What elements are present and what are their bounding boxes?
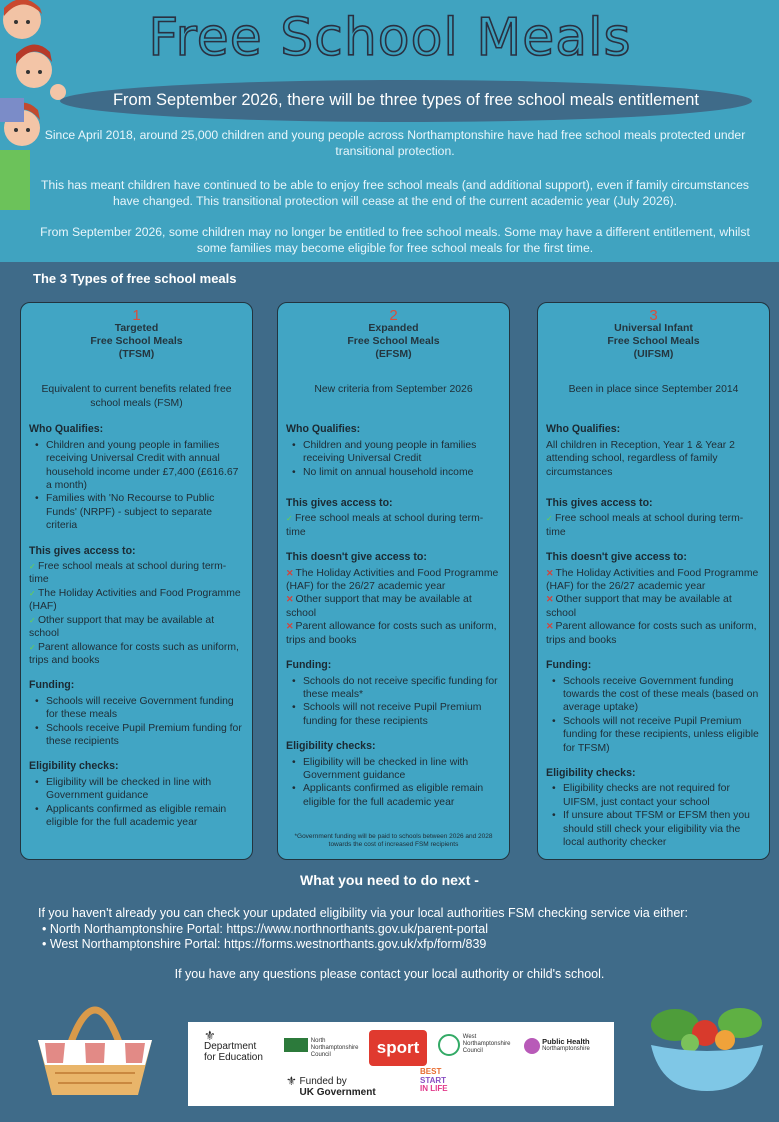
crest-icon: ⚜ — [286, 1074, 297, 1088]
check-icon: ✓ — [29, 615, 38, 625]
gives-text: Free school meals at school during term-time — [546, 513, 744, 538]
ph-line: Public Health — [542, 1037, 590, 1046]
not-access-text: The Holiday Activities and Food Programme (HAF) for the 26/27 academic year — [546, 567, 759, 593]
wn-emblem-icon — [438, 1034, 460, 1056]
bsil-line: START — [420, 1075, 447, 1085]
nn-line: North — [310, 1038, 326, 1044]
gives-text: Other support that may be available at school — [29, 614, 215, 640]
gives-item — [546, 512, 761, 539]
nn-line: Northamptonshire — [310, 1045, 359, 1051]
check-icon: ✓ — [546, 514, 555, 524]
dfe-logo — [204, 1030, 263, 1063]
funding-list — [546, 675, 761, 755]
picnic-basket-illustration — [30, 985, 160, 1100]
list-item: • Children and young people in families receiving Universal Credit — [298, 439, 501, 466]
gives-item — [29, 560, 244, 587]
wn-line: Council — [462, 1048, 483, 1054]
salad-bowl-illustration — [645, 995, 770, 1095]
card-title-line: Free School Meals — [90, 335, 183, 348]
list-item: • Schools do not receive specific funding for these meals* — [298, 675, 501, 702]
not-access-item — [286, 593, 501, 620]
funding-heading: Funding: — [286, 659, 332, 672]
qualifies-heading: Who Qualifies: — [286, 423, 361, 436]
not-access-text: Other support that may be available at school — [546, 594, 732, 619]
next-steps-intro: If you haven't already you can check your updated eligibility via your local authorities FSM checking service via either: — [38, 906, 688, 920]
list-item: • Eligibility will be checked in line with Government guidance — [41, 776, 244, 803]
cross-icon: ✕ — [546, 567, 554, 578]
funding-list — [286, 675, 501, 729]
gives-item — [286, 512, 501, 539]
card-title — [29, 322, 244, 361]
gives-text: Free school meals at school during term-time — [29, 561, 227, 586]
card-summary: Been in place since September 2014 — [568, 384, 739, 396]
wn-line: Northamptonshire — [462, 1041, 511, 1047]
not-access-heading: This doesn't give access to: — [546, 551, 687, 564]
portal-list — [38, 922, 758, 953]
funding-list — [29, 695, 244, 749]
eligibility-list — [29, 776, 244, 830]
gives-text: Parent allowance for costs such as uniform, trips and books — [29, 641, 239, 666]
card-number: 3 — [649, 307, 658, 324]
card-title — [286, 322, 501, 361]
cross-icon: ✕ — [286, 594, 294, 605]
check-icon: ✓ — [29, 562, 38, 572]
list-item: • Applicants confirmed as eligible remain eligible for the full academic year — [298, 782, 501, 809]
west-northants-logo — [438, 1034, 510, 1056]
gives-item — [29, 641, 244, 668]
not-access-heading: This doesn't give access to: — [286, 551, 427, 564]
gives-item — [29, 587, 244, 614]
cross-icon: ✕ — [286, 567, 294, 578]
list-item: • Children and young people in families receiving Universal Credit with annual household income under £7,400 (£616.67 a month) — [41, 439, 244, 493]
next-steps-text — [38, 906, 758, 953]
not-access-item — [546, 567, 761, 594]
list-item: • Schools will not receive Pupil Premium funding for these recipients — [298, 701, 501, 728]
check-icon: ✓ — [29, 642, 38, 652]
wn-line: West — [462, 1034, 477, 1040]
check-icon: ✓ — [286, 514, 295, 524]
cross-icon: ✕ — [546, 621, 554, 632]
gives-heading: This gives access to: — [29, 544, 136, 557]
gives-heading: This gives access to: — [286, 497, 393, 510]
page-title: Free School Meals — [148, 8, 632, 68]
list-item: • Schools receive Government funding towards the cost of these meals (based on average uptake) — [558, 675, 761, 715]
intro-paragraph-1: Since April 2018, around 25,000 children and young people across Northamptonshire have had free school meals protected under transitional protection. — [44, 128, 746, 158]
uk-line: Funded by — [299, 1076, 347, 1087]
qualifies-text: All children in Reception, Year 1 & Year 2 attending school, regardless of family circumstances — [546, 439, 735, 478]
funded-by-uk-gov-logo — [286, 1076, 376, 1098]
list-item: • If unsure about TFSM or EFSM then you should still check your eligibility via the local authority checker — [558, 809, 761, 849]
cross-icon: ✕ — [286, 621, 294, 632]
eligibility-list — [286, 756, 501, 810]
next-steps-heading: What you need to do next - — [300, 872, 479, 888]
not-access-item — [546, 620, 761, 647]
card-number: 1 — [132, 307, 141, 324]
card-uifsm — [537, 302, 770, 860]
card-number: 2 — [389, 307, 398, 324]
card-title-line: (TFSM) — [118, 348, 155, 361]
portal-link-north[interactable]: • North Northamptonshire Portal: https://www.northnorthants.gov.uk/parent-portal — [42, 922, 758, 938]
not-access-text: Parent allowance for costs such as uniform, trips and books — [286, 621, 497, 646]
card-title — [546, 322, 761, 361]
card-title-line: Targeted — [114, 322, 159, 335]
list-item: • Schools receive Pupil Premium funding for these recipients — [41, 722, 244, 749]
list-item: • Eligibility will be checked in line with Government guidance — [298, 756, 501, 783]
types-heading: The 3 Types of free school meals — [33, 271, 237, 286]
nn-line: Council — [310, 1052, 331, 1058]
list-item: • Eligibility checks are not required for UIFSM, just contact your school — [558, 782, 761, 809]
card-title-line: (EFSM) — [375, 348, 412, 361]
intro-paragraph-3: From September 2026, some children may no longer be entitled to free school meals. Some may have a different entitlement, whilst some families may become eligible for free school meals for the first time. — [40, 225, 750, 255]
qualifies-heading: Who Qualifies: — [546, 423, 621, 436]
contact-text: If you have any questions please contact your local authority or child's school. — [174, 967, 605, 981]
funding-heading: Funding: — [546, 659, 592, 672]
ph-line: Northamptonshire — [542, 1046, 590, 1052]
gives-heading: This gives access to: — [546, 497, 653, 510]
cross-icon: ✕ — [546, 594, 554, 605]
banner-text: From September 2026, there will be three types of free school meals entitlement — [112, 91, 700, 109]
eligibility-list — [546, 782, 761, 849]
funding-footnote: *Government funding will be paid to schools between 2026 and 2028 towards the cost of increased FSM recipients — [294, 833, 493, 849]
gives-text: The Holiday Activities and Food Programme (HAF) — [29, 587, 241, 613]
qualifies-heading: Who Qualifies: — [29, 423, 104, 436]
qualifies-list — [29, 439, 244, 533]
not-access-item — [286, 567, 501, 594]
list-item: • Schools will not receive Pupil Premium funding for these recipients, unless eligible for TFSM) — [558, 715, 761, 755]
card-summary: Equivalent to current benefits related free school meals (FSM) — [41, 384, 232, 409]
eligibility-heading: Eligibility checks: — [286, 740, 376, 753]
ph-emblem-icon — [524, 1038, 540, 1054]
partner-logos — [188, 1022, 614, 1106]
qualifies-list — [286, 439, 501, 479]
uk-line: UK Government — [299, 1087, 376, 1098]
card-title-line: Free School Meals — [607, 335, 700, 348]
card-title-line: (UIFSM) — [633, 348, 674, 361]
dfe-line: Department — [204, 1041, 257, 1052]
list-item: • Applicants confirmed as eligible remain eligible for the full academic year — [41, 803, 244, 830]
dfe-line: for Education — [204, 1052, 263, 1063]
card-summary: New criteria from September 2026 — [314, 384, 473, 396]
card-efsm — [277, 302, 510, 860]
not-access-text: The Holiday Activities and Food Programme (HAF) for the 26/27 academic year — [286, 567, 499, 593]
card-tfsm — [20, 302, 253, 860]
not-access-item — [546, 593, 761, 620]
not-access-text: Parent allowance for costs such as uniform, trips and books — [546, 621, 757, 646]
crest-icon: ⚜ — [204, 1028, 216, 1043]
public-health-logo — [524, 1038, 590, 1054]
entitlement-banner — [60, 80, 752, 122]
list-item: • No limit on annual household income — [298, 466, 501, 479]
nn-emblem-icon — [284, 1038, 308, 1052]
card-title-line: Expanded — [368, 322, 419, 335]
not-access-item — [286, 620, 501, 647]
sport-logo: sport — [369, 1030, 427, 1066]
bsil-line: BEST — [420, 1067, 442, 1076]
north-northants-logo — [284, 1038, 358, 1059]
eligibility-heading: Eligibility checks: — [29, 760, 119, 773]
gives-text: Free school meals at school during term-time — [286, 513, 484, 538]
eligibility-heading: Eligibility checks: — [546, 766, 636, 779]
card-title-line: Free School Meals — [347, 335, 440, 348]
list-item: • Families with 'No Recourse to Public Funds' (NRPF) - subject to separate criteria — [41, 492, 244, 532]
gives-item — [29, 614, 244, 641]
intro-paragraph-2: This has meant children have continued to be able to enjoy free school meals (and additional support), even if family circumstances have changed. This transitional protection will cease at the end of the current academic year (July 2026). — [41, 178, 749, 208]
best-start-in-life-logo — [420, 1068, 448, 1094]
bsil-line: IN LIFE — [420, 1084, 448, 1093]
check-icon: ✓ — [29, 588, 38, 598]
funding-heading: Funding: — [29, 679, 75, 692]
card-title-line: Universal Infant — [614, 322, 693, 335]
portal-link-west[interactable]: • West Northamptonshire Portal: https://forms.westnorthants.gov.uk/xfp/form/839 — [42, 937, 758, 953]
not-access-text: Other support that may be available at school — [286, 594, 472, 619]
list-item: • Schools will receive Government funding for these meals — [41, 695, 244, 722]
